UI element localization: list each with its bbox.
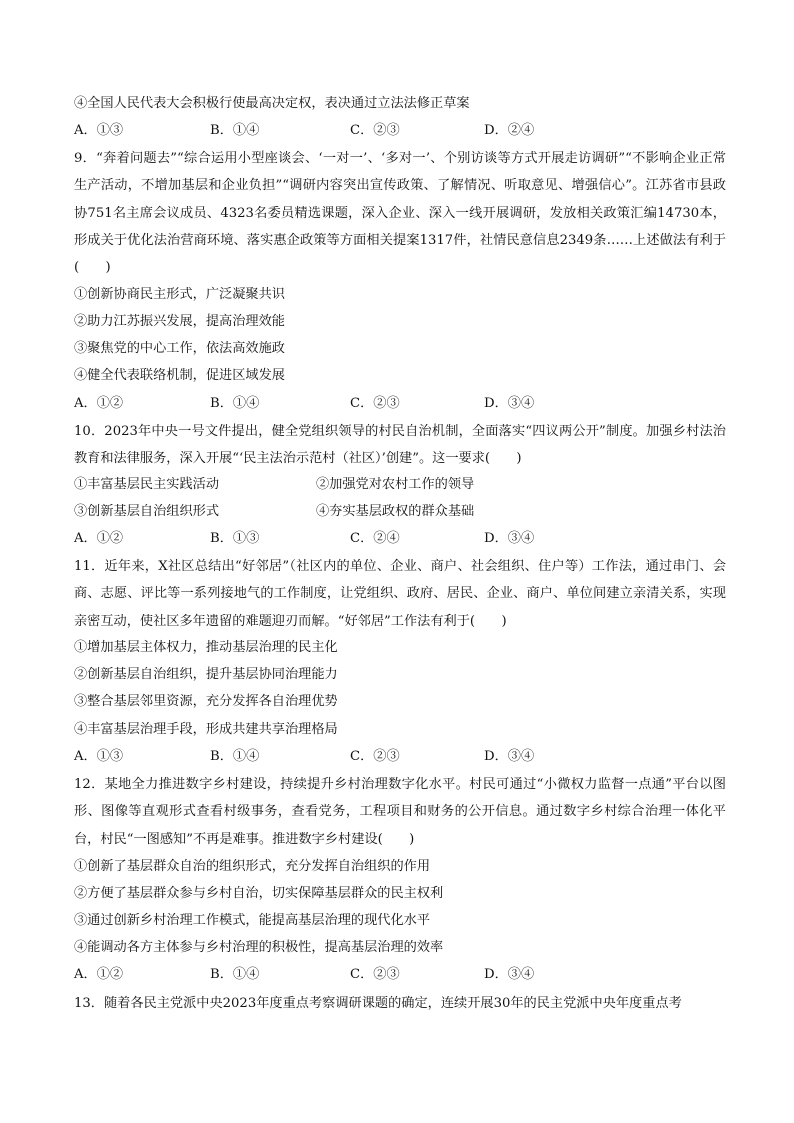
q10-choice-c: C．②④ [350,531,400,546]
q10-option-2: ②加强党对农村工作的领导 [316,477,475,492]
q12-stem: 12．某地全力推进数字乡村建设，持续提升乡村治理数字化水平。村民可通过“小微权力监督一点通”平台以图形、图像等直观形式查看村级事务，查看党务，工程项目和财务的公开信息。通过数字乡村综合治理一体化平台，村民“一图感知”不再是难事。推进数字乡村建设( ) [74,777,726,847]
q9-stem: 9．“奔着问题去”“综合运用小型座谈会、‘一对一’、‘多对一’、个别访谈等方式开展走访调研”“不影响企业正常生产活动，不增加基层和企业负担”“调研内容突出宣传政策、了解情况、听取意见、增强信心”。江苏省市县政协751名主席会议成员、4323名委员精选课题，深入企业、深入一线开展调研，发放相关政策汇编14730本，形成关于优化法治营商环境、落实惠企政策等方面相关提案1317件，社情民意信息2349条……上述做法有利于( ) [74,151,726,276]
q11-choice-a: A．①③ [74,749,124,764]
q11-choice-b: B．①④ [210,749,260,764]
q8-choice-c: C．②③ [350,123,400,138]
q10-choice-a: A．①② [74,531,124,546]
q11-choice-d: D．③④ [484,749,535,764]
q12-choice-b: B．①④ [210,967,260,982]
q12-option-2: ②方便了基层群众参与乡村自治，切实保障基层群众的民主权利 [74,886,444,901]
q8-choice-d: D．②④ [484,123,535,138]
q10-choice-d: D．③④ [484,531,535,546]
q8-option-4: ④全国人民代表大会积极行使最高决定权，表决通过立法法修正草案 [74,96,470,111]
q10-option-3: ③创新基层自治组织形式 [74,504,220,519]
q12-option-4: ④能调动各方主体参与乡村治理的积极性，提高基层治理的效率 [74,940,444,955]
q10-stem: 10．2023年中央一号文件提出，健全党组织领导的村民自治机制，全面落实“四议两公开”制度。加强乡村法治教育和法律服务，深入开展“‘民主法治示范村（社区）’创建”。这一要求( ) [74,424,726,467]
q8-choice-b: B．①④ [210,123,260,138]
q10-choice-b: B．①③ [210,531,260,546]
q12-choice-a: A．①② [74,967,124,982]
q12-choice-d: D．③④ [484,967,535,982]
q9-option-1: ①创新协商民主形式，广泛凝聚共识 [74,287,285,302]
q10-option-4: ④夯实基层政权的群众基础 [316,504,475,519]
q11-choice-c: C．②③ [350,749,400,764]
q13-stem: 13．随着各民主党派中央2023年度重点考察调研课题的确定，连续开展30年的民主党派中央年度重点考 [74,996,682,1011]
q8-choice-a: A．①③ [74,123,124,138]
q11-stem: 11．近年来，X社区总结出“好邻居”（社区内的单位、企业、商户、社会组织、住户等）工作法，通过串门、会商、志愿、评比等一系列接地气的工作制度，让党组织、政府、居民、企业、商户、单位间建立亲清关系，实现亲密互动，使社区多年遗留的难题迎刃而解。“好邻居”工作法有利于( ) [74,559,726,629]
q9-option-3: ③聚焦党的中心工作，依法高效施政 [74,341,285,356]
q11-option-2: ②创新基层自治组织，提升基层协同治理能力 [74,667,338,682]
q12-option-1: ①创新了基层群众自治的组织形式，充分发挥自治组织的作用 [74,859,431,874]
q11-option-1: ①增加基层主体权力，推动基层治理的民主化 [74,640,338,655]
q9-option-2: ②助力江苏振兴发展，提高治理效能 [74,314,285,329]
q9-option-4: ④健全代表联络机制，促进区域发展 [74,368,285,383]
q10-option-1: ①丰富基层民主实践活动 [74,477,220,492]
q9-choice-b: B．①④ [210,396,260,411]
q12-option-3: ③通过创新乡村治理工作模式，能提高基层治理的现代化水平 [74,913,431,928]
q9-choice-a: A．①② [74,396,124,411]
q9-choice-c: C．②③ [350,396,400,411]
q11-option-4: ④丰富基层治理手段，形成共建共享治理格局 [74,722,338,737]
q12-choice-c: C．②③ [350,967,400,982]
q11-option-3: ③整合基层邻里资源，充分发挥各自治理优势 [74,694,338,709]
q9-choice-d: D．③④ [484,396,535,411]
